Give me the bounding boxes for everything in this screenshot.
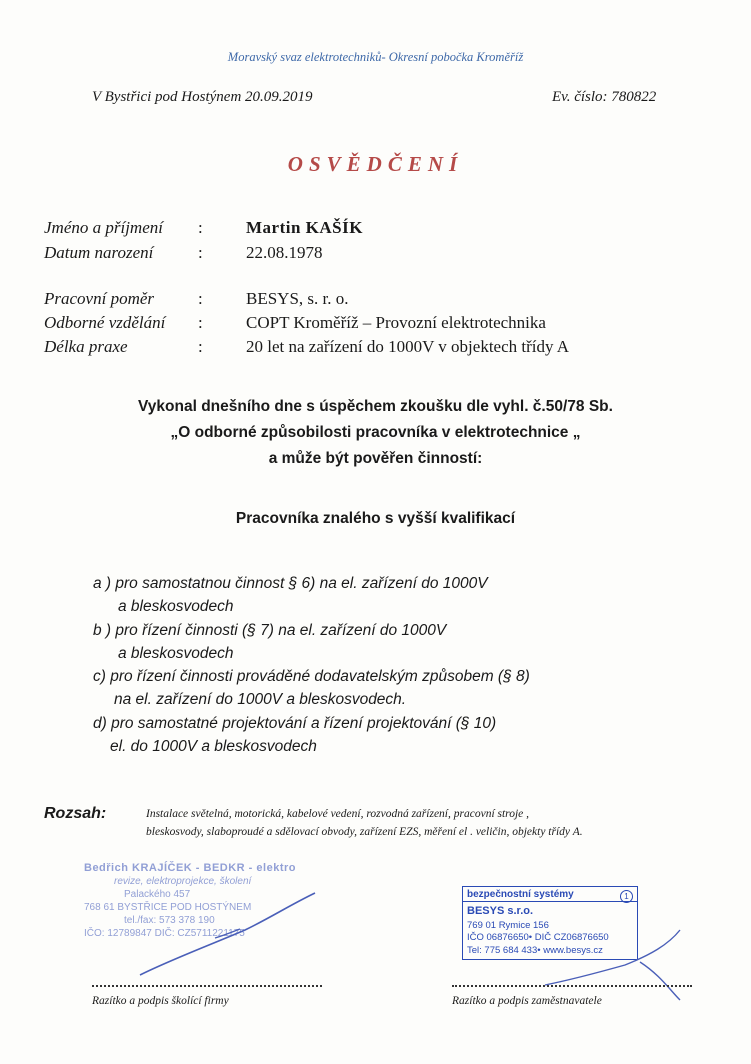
signature-line-left (92, 985, 322, 987)
item-a-line-1: a ) pro samostatnou činnost § 6) na el. zařízení do 1000V (93, 575, 488, 592)
evidence-number: Ev. číslo: 780822 (552, 89, 657, 105)
document-title: OSVĚDČENÍ (287, 152, 464, 176)
scope-label: Rozsah: (44, 805, 107, 822)
signature-label-right: Razítko a podpis zaměstnavatele (452, 995, 602, 1007)
scope-text-line-2: bleskosvody, slaboproudé a sdělovací obvody, zařízení EZS, měření el . veličin, objekty třídy A. (146, 826, 583, 838)
field-value-birthdate: 22.08.1978 (246, 243, 323, 262)
item-d-line-1: d) pro samostatné projektování a řízení projektování (§ 10) (93, 715, 497, 732)
field-colon: : (198, 289, 203, 308)
item-a-line-2: a bleskosvodech (118, 598, 234, 615)
item-c-line-2: na el. zařízení do 1000V a bleskosvodech. (114, 691, 407, 708)
item-b-line-1: b ) pro řízení činnosti (§ 7) na el. zařízení do 1000V (93, 622, 447, 639)
field-value-employment: BESYS, s. r. o. (246, 289, 349, 308)
stamp-line: Palackého 457 (124, 889, 191, 900)
statement-line-2: „O odborné způsobilosti pracovníka v elektrotechnice „ (170, 424, 581, 441)
field-label-birthdate: Datum narození (44, 243, 154, 262)
field-label-name: Jméno a příjmení (44, 218, 163, 237)
stamp-ico: IČO 06876650• DIČ CZ06876650 (467, 932, 609, 943)
item-c-line-1: c) pro řízení činnosti prováděné dodavatelským způsobem (§ 8) (93, 668, 530, 685)
stamp-line: revize, elektroprojekce, školení (114, 876, 252, 887)
right-signature-stroke (545, 930, 680, 1000)
item-d-line-2: el. do 1000V a bleskosvodech (110, 738, 317, 755)
stamp-line: 768 61 BYSTŘICE POD HOSTÝNEM (84, 902, 252, 913)
field-colon: : (198, 218, 203, 237)
field-colon: : (198, 313, 203, 332)
stamp-company-name: BESYS s.r.o. (467, 905, 534, 917)
stamp-header: bezpečnostní systémy (467, 889, 574, 900)
stamp-company-name: Bedřich KRAJÍČEK - BEDKR - elektro (84, 862, 296, 874)
field-value-education: COPT Kroměříž – Provozní elektrotechnika (246, 313, 546, 332)
item-b-line-2: a bleskosvodech (118, 645, 234, 662)
qualification-title: Pracovníka znalého s vyšší kvalifikací (235, 510, 516, 527)
field-value-experience: 20 let na zařízení do 1000V v objektech třídy A (246, 337, 570, 356)
field-value-name: Martin KAŠÍK (246, 218, 363, 237)
statement-line-1: Vykonal dnešního dne s úspěchem zkoušku dle vyhl. č.50/78 Sb. (138, 398, 613, 415)
stamp-address: 769 01 Rymice 156 (467, 920, 549, 931)
field-colon: : (198, 337, 203, 356)
signature-line-right (452, 985, 692, 987)
signature-label-left: Razítko a podpis školící firmy (92, 995, 229, 1007)
scope-text-line-1: Instalace světelná, motorická, kabelové vedení, rozvodná zařízení, pracovní stroje , (146, 808, 530, 820)
field-label-employment: Pracovní poměr (44, 289, 155, 308)
field-colon: : (198, 243, 203, 262)
stamp-badge: 1 (620, 890, 633, 903)
stamp-line: IČO: 12789847 DIČ: CZ5711221175 (84, 928, 245, 939)
stamp-tel: Tel: 775 684 433• www.besys.cz (467, 945, 603, 956)
place-date: V Bystřici pod Hostýnem 20.09.2019 (92, 89, 313, 105)
header-organization: Moravský svaz elektrotechniků- Okresní pobočka Kroměříž (227, 50, 524, 64)
stamp-line: tel./fax: 573 378 190 (124, 915, 215, 926)
field-label-education: Odborné vzdělání (44, 313, 166, 332)
field-label-experience: Délka praxe (44, 337, 128, 356)
statement-line-3: a může být pověřen činností: (268, 450, 483, 467)
